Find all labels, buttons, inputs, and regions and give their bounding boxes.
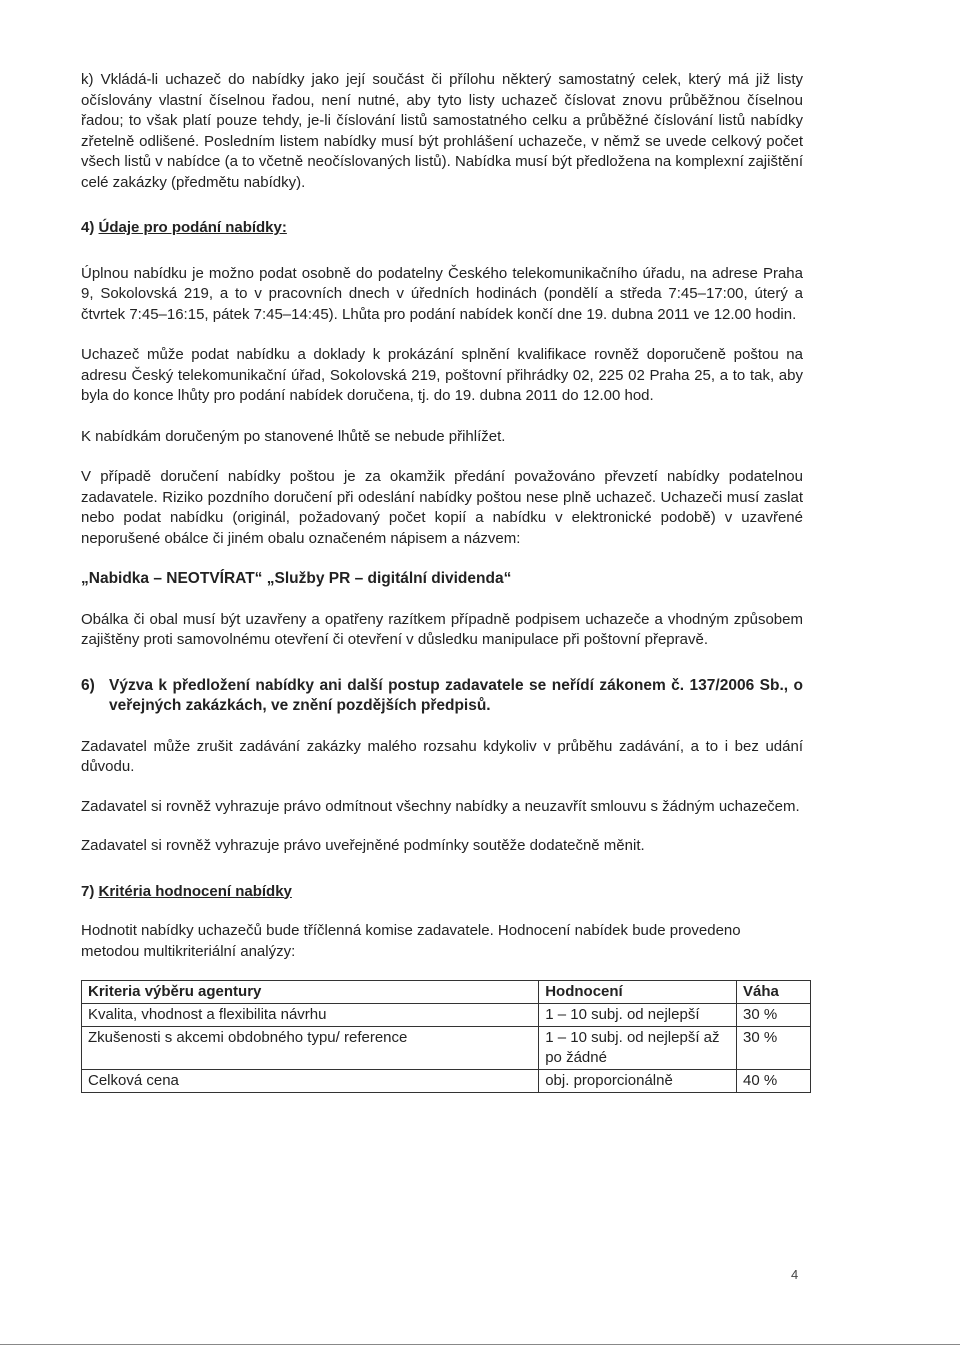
table-row: [82, 1070, 811, 1093]
table-cell: 1 – 10 subj. od nejlepší: [539, 1004, 737, 1027]
paragraph-k: k) Vkládá-li uchazeč do nabídky jako její součást či přílohu některý samostatný celek, který má již listy očíslovány vlastní číselnou řadou, není nutné, aby tyto listy uchazeč číslovat znovu průběžnou číselnou řadou; to však platí pouze tehdy, je-li číslování listů samostatného celku a průběžné číslování listů nabídky zřetelně odlišené. Posledním listem nabídky musí být prohlášení uchazeče, v němž se uvede celkový počet všech listů v nabídce (a to včetně neočíslovaných listů). Nabídka musí být předložena na komplexní zajištění celé zakázky (předmětu nabídky).: [81, 71, 803, 191]
table-row: [82, 1027, 811, 1070]
section-6-heading: [81, 676, 803, 717]
paragraph-cancel-right: Zadavatel může zrušit zadávání zakázky malého rozsahu kdykoliv v průběhu zadávání, a to i bez udání důvodu.: [81, 737, 803, 775]
footer-divider: [0, 1344, 960, 1345]
page-number: 4: [791, 1267, 799, 1282]
table-header-cell: Váha: [737, 981, 811, 1004]
paragraph-submission-in-person: Úplnou nabídku je možno podat osobně do podatelny Českého telekomunikačního úřadu, na adrese Praha 9, Sokolovská 219, a to v pracovních dnech v úředních hodinách (pondělí a středa 7:45–17:00, úterý a čtvrtek 7:45–16:15, pátek 7:45–14:45). Lhůta pro podání nabídek končí dne 19. dubna 2011 ve 12.00 hodin.: [81, 264, 803, 323]
table-cell: Zkušenosti s akcemi obdobného typu/ reference: [82, 1027, 539, 1070]
table-cell: obj. proporcionálně: [539, 1070, 737, 1093]
table-cell: Celková cena: [82, 1070, 539, 1093]
table-cell: 40 %: [737, 1070, 811, 1093]
paragraph-evaluation: Hodnotit nabídky uchazečů bude tříčlenná komise zadavatele. Hodnocení nabídek bude provedeno metodou multikriteriální analýzy:: [81, 922, 741, 960]
envelope-label: „Nabidka – NEOTVÍRAT“ „Služby PR – digitální dividenda“: [81, 570, 512, 587]
table-row: [82, 1004, 811, 1027]
table-cell: 30 %: [737, 1027, 811, 1070]
section-number: 4): [81, 219, 99, 236]
paragraph-change-right: Zadavatel si rovněž vyhrazuje právo uveřejněné podmínky soutěže dodatečně měnit.: [81, 837, 645, 854]
section-title: Kritéria hodnocení nabídky: [98, 882, 292, 900]
table-cell: 1 – 10 subj. od nejlepší až po žádné: [539, 1027, 737, 1070]
paragraph-late-submissions: K nabídkám doručeným po stanovené lhůtě se nebude přihlížet.: [81, 427, 506, 445]
paragraph-reject-right: Zadavatel si rovněž vyhrazuje právo odmítnout všechny nabídky a neuzavřít smlouvu s žádným uchazečem.: [81, 797, 800, 815]
paragraph-envelope-seal: Obálka či obal musí být uzavřeny a opatřeny razítkem případně podpisem uchazeče a vhodným způsobem zajištěny proti samovolnému otevření či otevření v důsledku manipulace při poštovní přepravě.: [81, 610, 803, 648]
criteria-table: [81, 980, 811, 1093]
table-header-cell: Hodnocení: [539, 981, 737, 1004]
document-page: [81, 70, 803, 1093]
table-header-cell: Kriteria výběru agentury: [82, 981, 539, 1004]
table-cell: Kvalita, vhodnost a flexibilita návrhu: [82, 1004, 539, 1027]
section-number: 6): [81, 676, 95, 694]
paragraph-delivery-by-post: V případě doručení nabídky poštou je za okamžik předání považováno převzetí nabídky podatelnou zadavatele. Riziko pozdního doručení při odeslání nabídky poštou nese plně uchazeč. Uchazeči musí zaslat nebo podat nabídku (originál, požadovaný počet kopií a nabídku v elektronické podobě) v uzavřené neporušené obálce či jiném obalu označeném nápisem a názvem:: [81, 468, 803, 547]
section-text: Výzva k předložení nabídky ani další postup zadavatele se neřídí zákonem č. 137/2006 Sb., o veřejných zakázkách, ve znění pozdějších předpisů.: [109, 676, 803, 714]
section-title: Údaje pro podání nabídky:: [98, 219, 287, 236]
paragraph-submission-by-post: Uchazeč může podat nabídku a doklady k prokázání splnění kvalifikace rovněž doporučeně poštou na adresu Český telekomunikační úřad, Sokolovská 219, poštovní přihrádky 02, 225 02 Praha 25, a to tak, aby byla do konce lhůty pro podání nabídek doručena, tj. do 19. dubna 2011 do 12.00 hod.: [81, 346, 803, 404]
table-cell: 30 %: [737, 1004, 811, 1027]
section-4-heading: [81, 218, 803, 239]
section-7-heading: [81, 882, 803, 903]
table-header-row: [82, 981, 811, 1004]
section-number: 7): [81, 882, 99, 900]
